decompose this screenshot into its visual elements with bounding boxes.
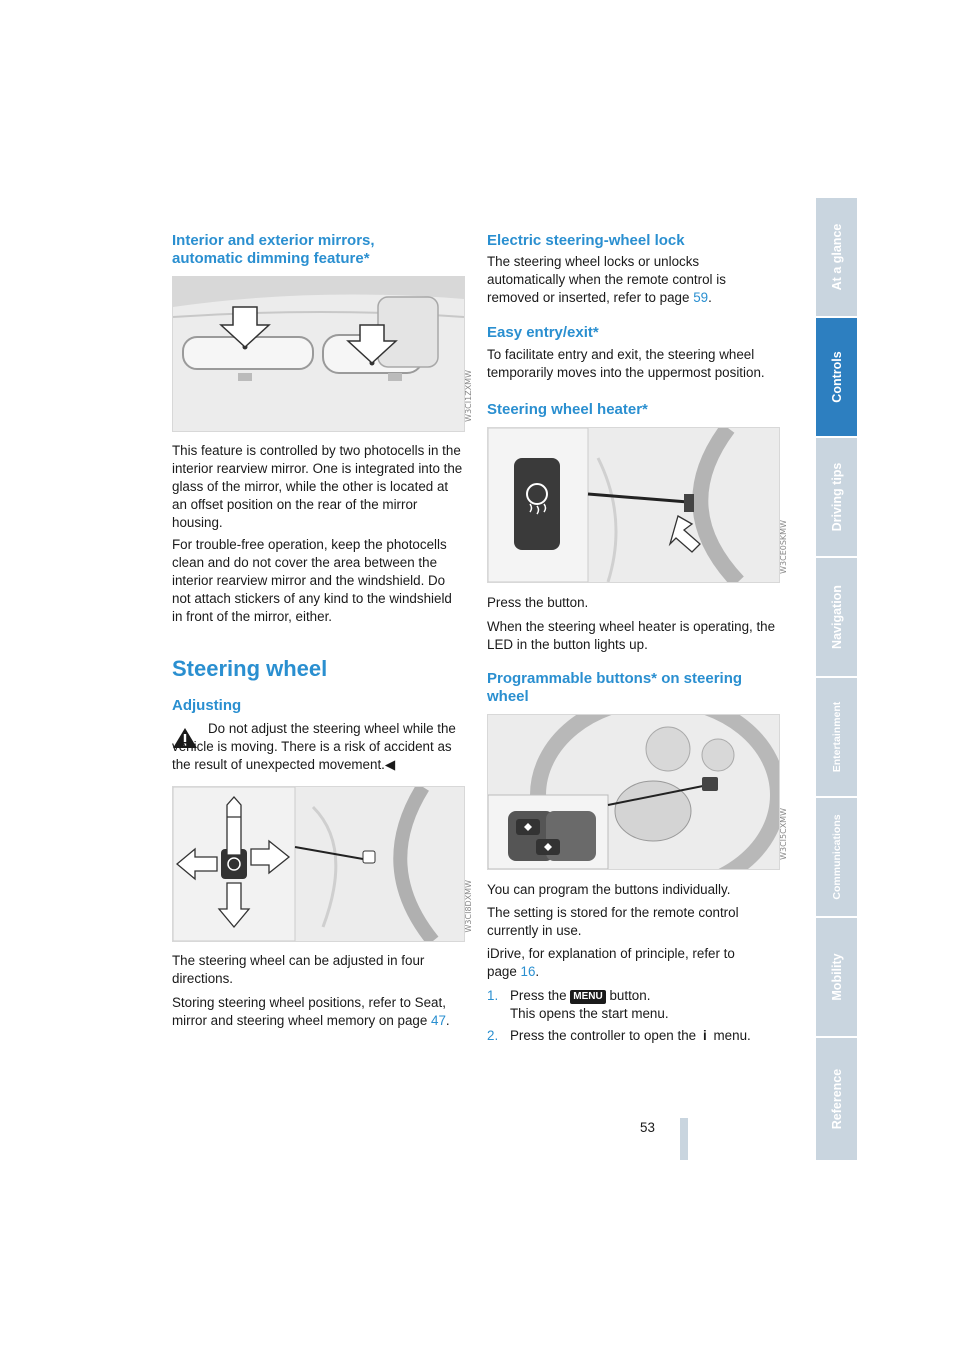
- tab-communications[interactable]: Communications: [816, 798, 857, 918]
- adjust-paragraph-2: Storing steering wheel positions, refer to Seat, mirror and steering wheel memory on page 47.: [172, 995, 450, 1028]
- mirrors-paragraph-2: For trouble-free operation, keep the photocells clean and do not cover the area between the interior rearview mirror and the windshield. Do not attach stickers of any kind to the windshield in front of the mirror, either.: [172, 537, 452, 624]
- heater-figure-code: W3CE0SKMW: [779, 520, 788, 574]
- easy-entry-paragraph: To facilitate entry and exit, the steering wheel temporarily moves into the uppermost position.: [487, 347, 765, 380]
- tab-controls[interactable]: Controls: [816, 318, 857, 438]
- page-number-bar: [680, 1118, 688, 1160]
- steering-adjust-figure-code: W3CI8DXMW: [464, 880, 473, 933]
- tab-reference[interactable]: Reference: [816, 1038, 857, 1162]
- heater-paragraph-2: When the steering wheel heater is operating, the LED in the button lights up.: [487, 619, 776, 652]
- programmable-buttons-heading: Programmable buttons* on steering wheel: [487, 670, 743, 705]
- programmable-paragraph-1: You can program the buttons individually.: [487, 882, 731, 897]
- tab-driving-tips[interactable]: Driving tips: [816, 438, 857, 558]
- menu-button-icon: MENU: [570, 990, 605, 1004]
- tab-at-a-glance[interactable]: At a glance: [816, 198, 857, 318]
- mirrors-paragraph-1: This feature is controlled by two photocells in the interior rearview mirror. One is integrated into the glass of the mirror, while the other is located at an offset position on the rear of the mirror housing.: [172, 443, 463, 530]
- programmable-buttons-figure-code: W3CI5CXMW: [779, 808, 788, 860]
- tab-mobility[interactable]: Mobility: [816, 918, 857, 1038]
- page-link-16[interactable]: 16: [520, 964, 536, 979]
- end-mark: ◀: [384, 757, 396, 772]
- programmable-buttons-figure: [487, 714, 780, 870]
- steering-lock-heading: Electric steering-wheel lock: [487, 232, 685, 249]
- page-link-47[interactable]: 47: [431, 1013, 446, 1028]
- page-link-59[interactable]: 59: [693, 290, 709, 305]
- heater-figure: [487, 427, 780, 583]
- adjusting-heading: Adjusting: [172, 697, 242, 714]
- easy-entry-heading: Easy entry/exit*: [487, 324, 599, 341]
- step-2: 2. Press the controller to open the i menu.: [487, 1028, 751, 1043]
- steering-wheel-heading: Steering wheel: [172, 656, 328, 681]
- steering-adjust-figure: [172, 786, 465, 942]
- steering-lock-paragraph: The steering wheel locks or unlocks automatically when the remote control is removed or inserted, refer to page 59.: [487, 254, 726, 305]
- page-number: 53: [640, 1120, 655, 1135]
- info-menu-icon: i: [702, 1028, 707, 1043]
- tab-entertainment[interactable]: Entertainment: [816, 678, 857, 798]
- mirror-figure: [172, 276, 465, 432]
- tab-navigation[interactable]: Navigation: [816, 558, 857, 678]
- adjust-paragraph-1: The steering wheel can be adjusted in four directions.: [172, 953, 425, 986]
- programmable-paragraph-2: The setting is stored for the remote control currently in use.: [487, 905, 739, 938]
- heater-paragraph-1: Press the button.: [487, 595, 589, 610]
- warning-text: Do not adjust the steering wheel while the vehicle is moving. There is a risk of accident as the result of unexpected movement.◀: [172, 721, 456, 772]
- step-1: 1. Press the MENU button. This opens the start menu.: [487, 988, 669, 1021]
- programmable-paragraph-3: iDrive, for explanation of principle, refer to page 16.: [487, 946, 735, 979]
- mirrors-heading: Interior and exterior mirrors, automatic dimming feature*: [172, 232, 375, 267]
- mirror-figure-code: W3CI1ZXMW: [464, 370, 473, 422]
- heater-heading: Steering wheel heater*: [487, 401, 648, 418]
